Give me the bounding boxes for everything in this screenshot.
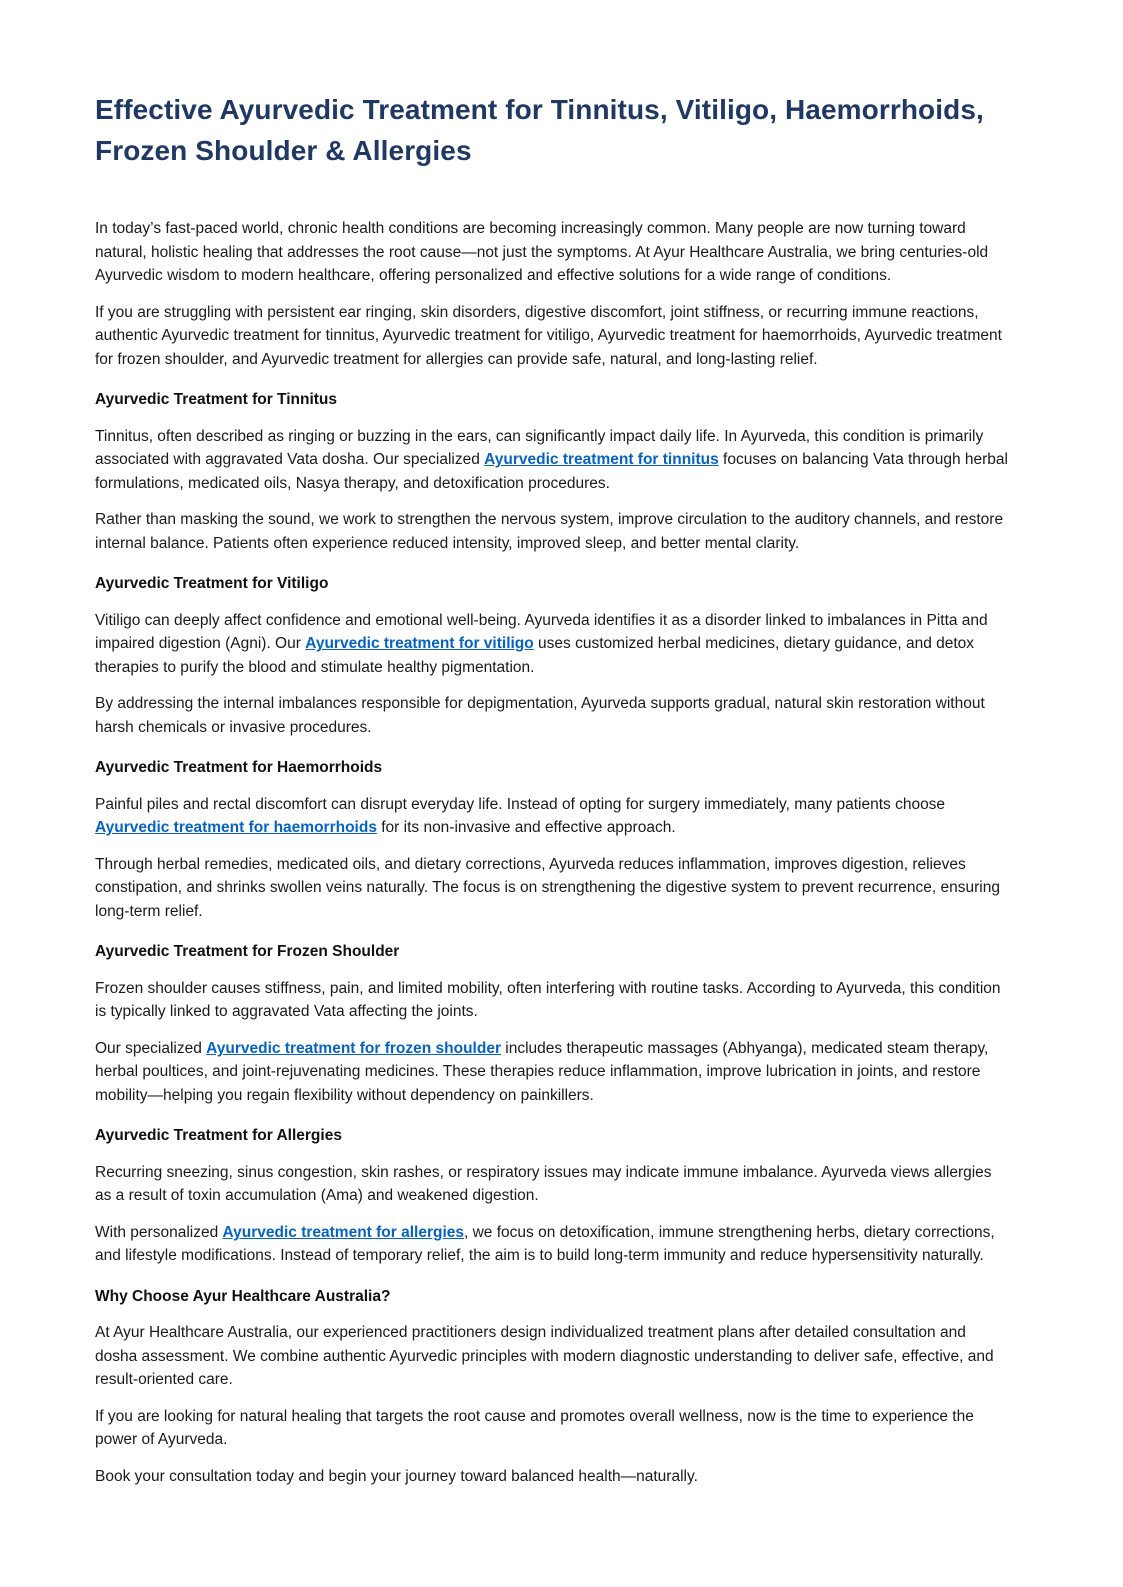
text-run: Ayurvedic Treatment for Tinnitus xyxy=(95,391,338,409)
inline-link[interactable]: Ayurvedic treatment for allergies xyxy=(222,1223,464,1241)
document-title: Effective Ayurvedic Treatment for Tinnitus, Vitiligo, Haemorrhoids, Frozen Shoulder & Allergies xyxy=(95,94,984,166)
text-run: Through herbal remedies, medicated oils, and dietary corrections, Ayurveda reduces inflammation, improves digestion, relieves constipation, and shrinks swollen veins naturally. The focus is on strengthening the digestive system to prevent recurrence, ensuring long-term relief. xyxy=(95,855,1000,920)
paragraph xyxy=(95,977,1010,1024)
text-run: Why Choose Ayur Healthcare Australia? xyxy=(95,1287,391,1305)
paragraph xyxy=(95,1465,1010,1489)
paragraph xyxy=(95,1321,1010,1392)
text-run: If you are struggling with persistent ear ringing, skin disorders, digestive discomfort, joint stiffness, or recurring immune reactions, authentic Ayurvedic treatment for tinnitus, Ayurvedic treatment for vitiligo, Ayurvedic treatment for haemorrhoids, Ayurvedic treatment for frozen shoulder, and Ayurvedic treatment for allergies can provide safe, natural, and long-lasting relief. xyxy=(95,303,1002,368)
text-run: Book your consultation today and begin your journey toward balanced health—naturally. xyxy=(95,1467,698,1485)
article-body xyxy=(95,217,1010,1488)
section-heading xyxy=(95,1285,1010,1308)
text-run: Painful piles and rectal discomfort can disrupt everyday life. Instead of opting for surgery immediately, many patients choose xyxy=(95,795,946,813)
text-run: At Ayur Healthcare Australia, our experienced practitioners design individualized treatment plans after detailed consultation and dosha assessment. We combine authentic Ayurvedic principles with modern diagnostic understanding to deliver safe, effective, and result-oriented care. xyxy=(95,1324,994,1389)
paragraph xyxy=(95,1405,1010,1452)
text-run: Frozen shoulder causes stiffness, pain, and limited mobility, often interfering with routine tasks. According to Ayurveda, this condition is typically linked to aggravated Vata affecting the joints. xyxy=(95,979,1001,1021)
text-run: Ayurvedic Treatment for Allergies xyxy=(95,1127,342,1145)
paragraph xyxy=(95,1221,1010,1268)
text-run: includes therapeutic massages (Abhyanga), medicated steam therapy, herbal poultices, and joint-rejuvenating medicines. These therapies reduce inflammation, improve lubrication in joints, and restore mobility—helping you regain flexibility without dependency on painkillers. xyxy=(95,1039,989,1104)
text-run: , we focus on detoxification, immune strengthening herbs, dietary corrections, and lifestyle modifications. Instead of temporary relief, the aim is to build long-term immunity and reduce hypersensitivity naturally. xyxy=(95,1223,995,1265)
text-run: Ayurvedic Treatment for Haemorrhoids xyxy=(95,759,383,777)
paragraph xyxy=(95,609,1010,680)
section-heading xyxy=(95,1124,1010,1147)
text-run: focuses on balancing Vata through herbal formulations, medicated oils, Nasya therapy, and detoxification procedures. xyxy=(95,451,1008,492)
text-run: for its non-invasive and effective approach. xyxy=(376,819,676,837)
section-heading xyxy=(95,756,1010,779)
inline-link[interactable]: Ayurvedic treatment for vitiligo xyxy=(305,635,534,653)
text-run: In today’s fast-paced world, chronic health conditions are becoming increasingly common. Many people are now turning toward natural, holistic healing that addresses the root cause—not just the symptoms. At Ayur Healthcare Australia, we bring centuries-old Ayurvedic wisdom to modern healthcare, offering personalized and effective solutions for a wide range of conditions. xyxy=(95,220,989,285)
paragraph xyxy=(95,1161,1010,1208)
section-heading xyxy=(95,940,1010,963)
inline-link[interactable]: Ayurvedic treatment for haemorrhoids xyxy=(95,819,377,837)
paragraph xyxy=(95,301,1010,372)
text-run: Recurring sneezing, sinus congestion, skin rashes, or respiratory issues may indicate immune imbalance. Ayurveda views allergies as a result of toxin accumulation (Ama) and weakened digestion. xyxy=(95,1163,992,1205)
text-run: If you are looking for natural healing that targets the root cause and promotes overall wellness, now is the time to experience the power of Ayurveda. xyxy=(95,1407,974,1449)
text-run: Vitiligo can deeply affect confidence and emotional well-being. Ayurveda identifies it as a disorder linked to imbalances in Pitta and impaired digestion (Agni). Our xyxy=(95,611,988,653)
text-run: Rather than masking the sound, we work to strengthen the nervous system, improve circulation to the auditory channels, and restore internal balance. Patients often experience reduced intensity, improved sleep, and better mental clarity. xyxy=(95,511,1004,552)
paragraph xyxy=(95,853,1010,924)
text-run: Tinnitus, often described as ringing or buzzing in the ears, can significantly impact daily life. In Ayurveda, this condition is primarily associated with aggravated Vata dosha. Our specialized xyxy=(95,427,984,469)
inline-link[interactable]: Ayurvedic treatment for frozen shoulder xyxy=(206,1039,501,1057)
text-run: uses customized herbal medicines, dietary guidance, and detox therapies to purify the blood and stimulate healthy pigmentation. xyxy=(95,635,975,676)
text-run: Ayurvedic Treatment for Frozen Shoulder xyxy=(95,943,400,961)
text-run: Ayurvedic Treatment for Vitiligo xyxy=(95,575,329,593)
text-run: Our specialized xyxy=(95,1039,207,1057)
text-run: By addressing the internal imbalances responsible for depigmentation, Ayurveda supports gradual, natural skin restoration without harsh chemicals or invasive procedures. xyxy=(95,695,985,736)
inline-link[interactable]: Ayurvedic treatment for tinnitus xyxy=(484,451,719,469)
paragraph xyxy=(95,1037,1010,1108)
paragraph xyxy=(95,508,1010,555)
section-heading xyxy=(95,388,1010,411)
paragraph xyxy=(95,425,1010,496)
paragraph xyxy=(95,217,1010,288)
paragraph xyxy=(95,692,1010,739)
paragraph xyxy=(95,793,1010,840)
section-heading xyxy=(95,572,1010,595)
text-run: With personalized xyxy=(95,1223,223,1241)
